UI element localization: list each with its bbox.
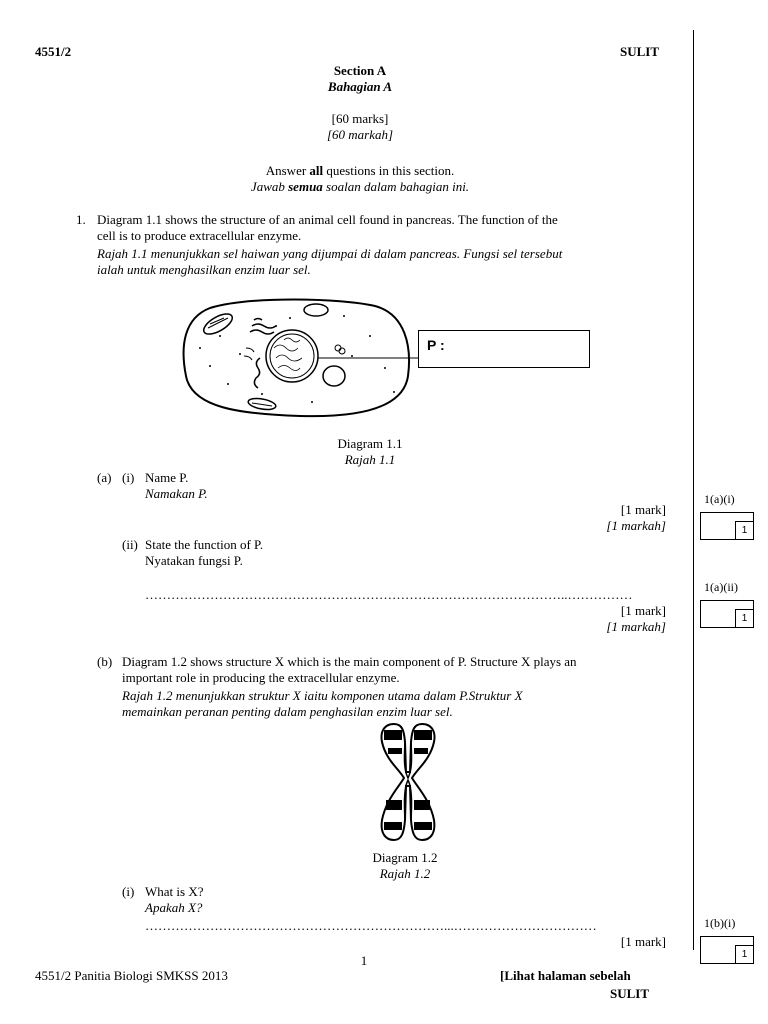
subquestion-text-ms: Namakan P. <box>145 486 208 501</box>
question-text: cell is to produce extracellular enzyme. <box>97 228 302 243</box>
footer-next-page: [Lihat halaman sebelah <box>500 968 631 983</box>
section-instruction: Answer all questions in this section. <box>265 163 455 178</box>
diagram-caption-ms: Rajah 1.1 <box>344 452 396 467</box>
subquestion-text: important role in producing the extracellular enzyme. <box>122 670 400 685</box>
part-label: (a) <box>97 470 112 485</box>
question-text-ms: ialah untuk menghasilkan enzim luar sel. <box>97 262 311 277</box>
mark-allocation-ms: [1 markah] <box>606 518 666 533</box>
footer-left: 4551/2 Panitia Biologi SMKSS 2013 <box>35 968 228 983</box>
subquestion-text-ms: Nyatakan fungsi P. <box>145 553 243 568</box>
margin-box-label: 1(a)(i) <box>704 492 735 506</box>
margin-box-label: 1(a)(ii) <box>704 580 738 594</box>
label-box-p: P : <box>418 330 590 368</box>
question-number: 1. <box>76 212 86 227</box>
answer-line[interactable]: ……………………………………………………………………………………..…………… <box>145 587 633 602</box>
margin-divider <box>693 30 694 950</box>
part-label: (b) <box>97 654 113 669</box>
subquestion-text-ms: Apakah X? <box>145 900 203 915</box>
max-score: 1 <box>735 521 754 540</box>
paper-code: 4551/2 <box>35 44 72 59</box>
subquestion-text: State the function of P. <box>145 537 264 552</box>
score-box[interactable] <box>700 512 754 540</box>
score-box[interactable] <box>700 600 754 628</box>
section-instruction-ms: Jawab semua soalan dalam bahagian ini. <box>250 179 470 194</box>
diagram-caption: Diagram 1.1 <box>337 436 403 451</box>
section-title-ms: Bahagian A <box>327 79 393 94</box>
max-score: 1 <box>735 609 754 628</box>
answer-line[interactable]: ……………………………………………………………...…………………………… <box>145 918 597 933</box>
subquestion-text: Name P. <box>145 470 189 485</box>
chromosome-diagram <box>372 720 444 844</box>
animal-cell-diagram <box>180 296 420 420</box>
diagram-caption: Diagram 1.2 <box>372 850 438 865</box>
section-title: Section A <box>333 63 387 78</box>
subpart-label: (ii) <box>122 537 138 552</box>
page-number: 1 <box>360 953 368 968</box>
subquestion-text-ms: Rajah 1.2 menunjukkan struktur X iaitu komponen utama dalam P.Struktur X <box>122 688 523 703</box>
diagram-caption-ms: Rajah 1.2 <box>379 866 431 881</box>
subquestion-text: What is X? <box>145 884 204 899</box>
mark-allocation-ms: [1 markah] <box>606 619 666 634</box>
question-text: Diagram 1.1 shows the structure of an animal cell found in pancreas. The function of the <box>97 212 558 227</box>
question-text-ms: Rajah 1.1 menunjukkan sel haiwan yang dijumpai di dalam pancreas. Fungsi sel tersebut <box>97 246 563 261</box>
subpart-label: (i) <box>122 470 135 485</box>
mark-allocation: [1 mark] <box>620 934 666 949</box>
mark-allocation: [1 mark] <box>620 502 666 517</box>
subquestion-text: Diagram 1.2 shows structure X which is the main component of P. Structure X plays an <box>122 654 577 669</box>
max-score: 1 <box>735 945 754 964</box>
subquestion-text-ms: memainkan peranan penting dalam penghasilan enzim luar sel. <box>122 704 453 719</box>
header-status: SULIT <box>620 44 660 59</box>
margin-box-label: 1(b)(i) <box>704 916 736 930</box>
subpart-label: (i) <box>122 884 135 899</box>
footer-status: SULIT <box>610 986 650 1001</box>
section-marks: [60 marks] <box>331 111 389 126</box>
score-box[interactable] <box>700 936 754 964</box>
mark-allocation: [1 mark] <box>620 603 666 618</box>
section-marks-ms: [60 markah] <box>326 127 394 142</box>
